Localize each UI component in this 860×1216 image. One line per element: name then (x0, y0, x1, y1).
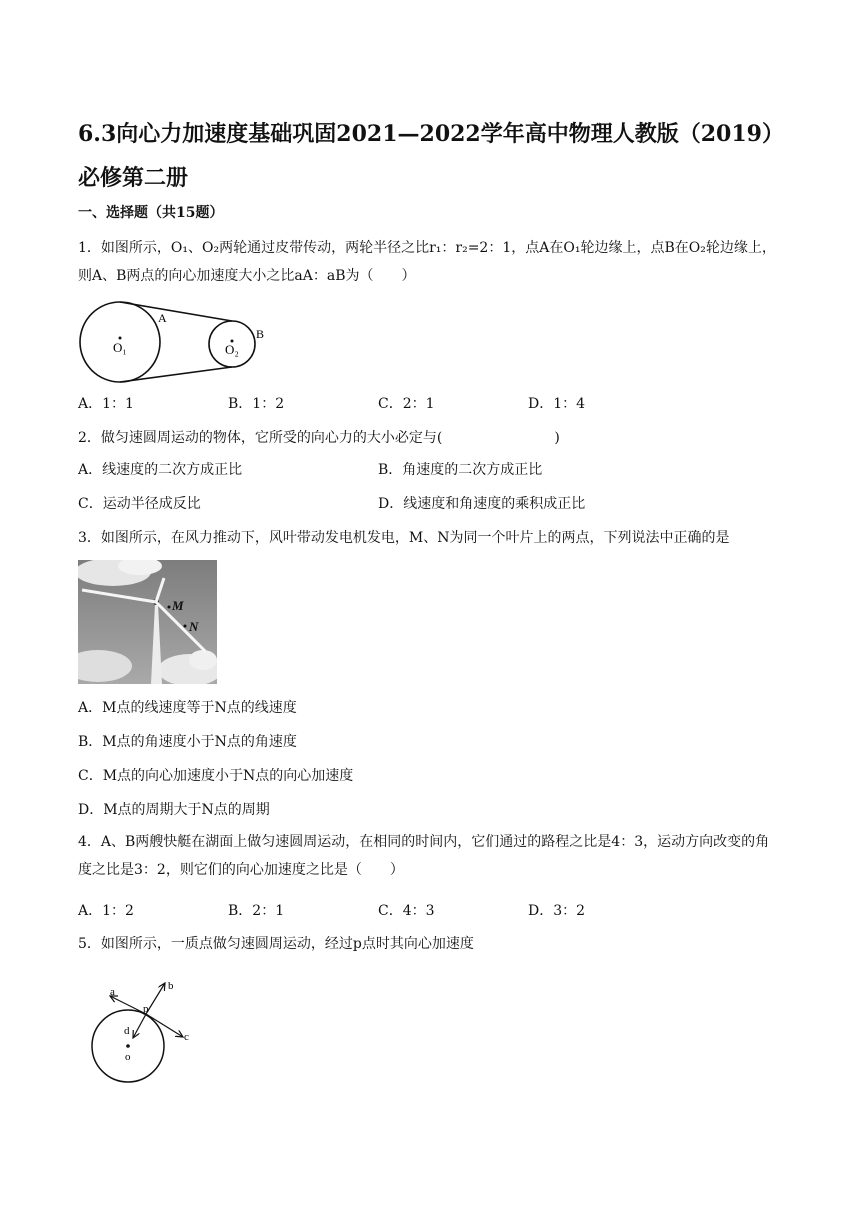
q1-option-d: D．1：4 (528, 396, 586, 412)
document-title: 6.3向心力加速度基础巩固2021—2022学年高中物理人教版（2019）必修第二册 (78, 121, 773, 191)
q2-option-d: D．线速度和角速度的乘积成正比 (378, 496, 586, 512)
label-a: A (158, 311, 167, 325)
question-2-stem: 2．做匀速圆周运动的物体，它所受的向心力的大小必定与( ) (78, 430, 560, 446)
label-o1: O₁ (113, 340, 127, 355)
q3-option-b: B．M点的角速度小于N点的角速度 (78, 734, 297, 750)
label-o2: O₂ (225, 342, 239, 357)
label-vector-b: b (168, 980, 174, 992)
label-center-o: o (125, 1051, 131, 1063)
q4-option-a: A．1：2 (78, 903, 134, 919)
q2-option-c: C．运动半径成反比 (78, 496, 201, 512)
label-point-p: p (143, 1003, 149, 1015)
q3-option-a: A．M点的线速度等于N点的线速度 (78, 700, 297, 716)
q1-option-b: B．1：2 (228, 396, 285, 412)
label-b: B (256, 327, 265, 341)
label-vector-a: a (110, 986, 115, 998)
q2-option-a: A．线速度的二次方成正比 (78, 462, 243, 478)
q3-option-c: C．M点的向心加速度小于N点的向心加速度 (78, 768, 354, 784)
label-n: N (189, 619, 199, 634)
q4-option-c: C．4：3 (378, 903, 435, 919)
circular-motion-vector-diagram (88, 976, 198, 1092)
q3-option-d: D．M点的周期大于N点的周期 (78, 802, 270, 818)
q4-option-b: B．2：1 (228, 903, 285, 919)
question-5-stem: 5．如图所示，一质点做匀速圆周运动，经过p点时其向心加速度 (78, 936, 474, 952)
label-m: M (172, 598, 184, 613)
q1-option-c: C．2：1 (378, 396, 435, 412)
question-1-stem: 1．如图所示，O₁、O₂两轮通过皮带传动，两轮半径之比r₁：r₂=2：1，点A在O₁轮边缘上，点B在O₂轮边缘上，则A、B两点的向心加速度大小之比aA：aB为（ ） (78, 240, 776, 284)
belt-pulley-diagram (78, 298, 268, 386)
label-vector-c: c (184, 1031, 189, 1043)
question-3-stem: 3．如图所示，在风力推动下，风叶带动发电机发电，M、N为同一个叶片上的两点，下列说法中正确的是 (78, 530, 730, 546)
q4-option-d: D．3：2 (528, 903, 586, 919)
q2-option-b: B．角速度的二次方成正比 (378, 462, 543, 478)
q1-option-a: A．1：1 (78, 396, 134, 412)
wind-turbine-photo (78, 560, 217, 684)
question-4-stem: 4．A、B两艘快艇在湖面上做匀速圆周运动，在相同的时间内，它们通过的路程之比是4：3，运动方向改变的角度之比是3：2，则它们的向心加速度之比是（ ） (78, 834, 770, 878)
label-vector-d: d (124, 1025, 130, 1037)
section-heading: 一、选择题（共15题） (78, 205, 224, 221)
